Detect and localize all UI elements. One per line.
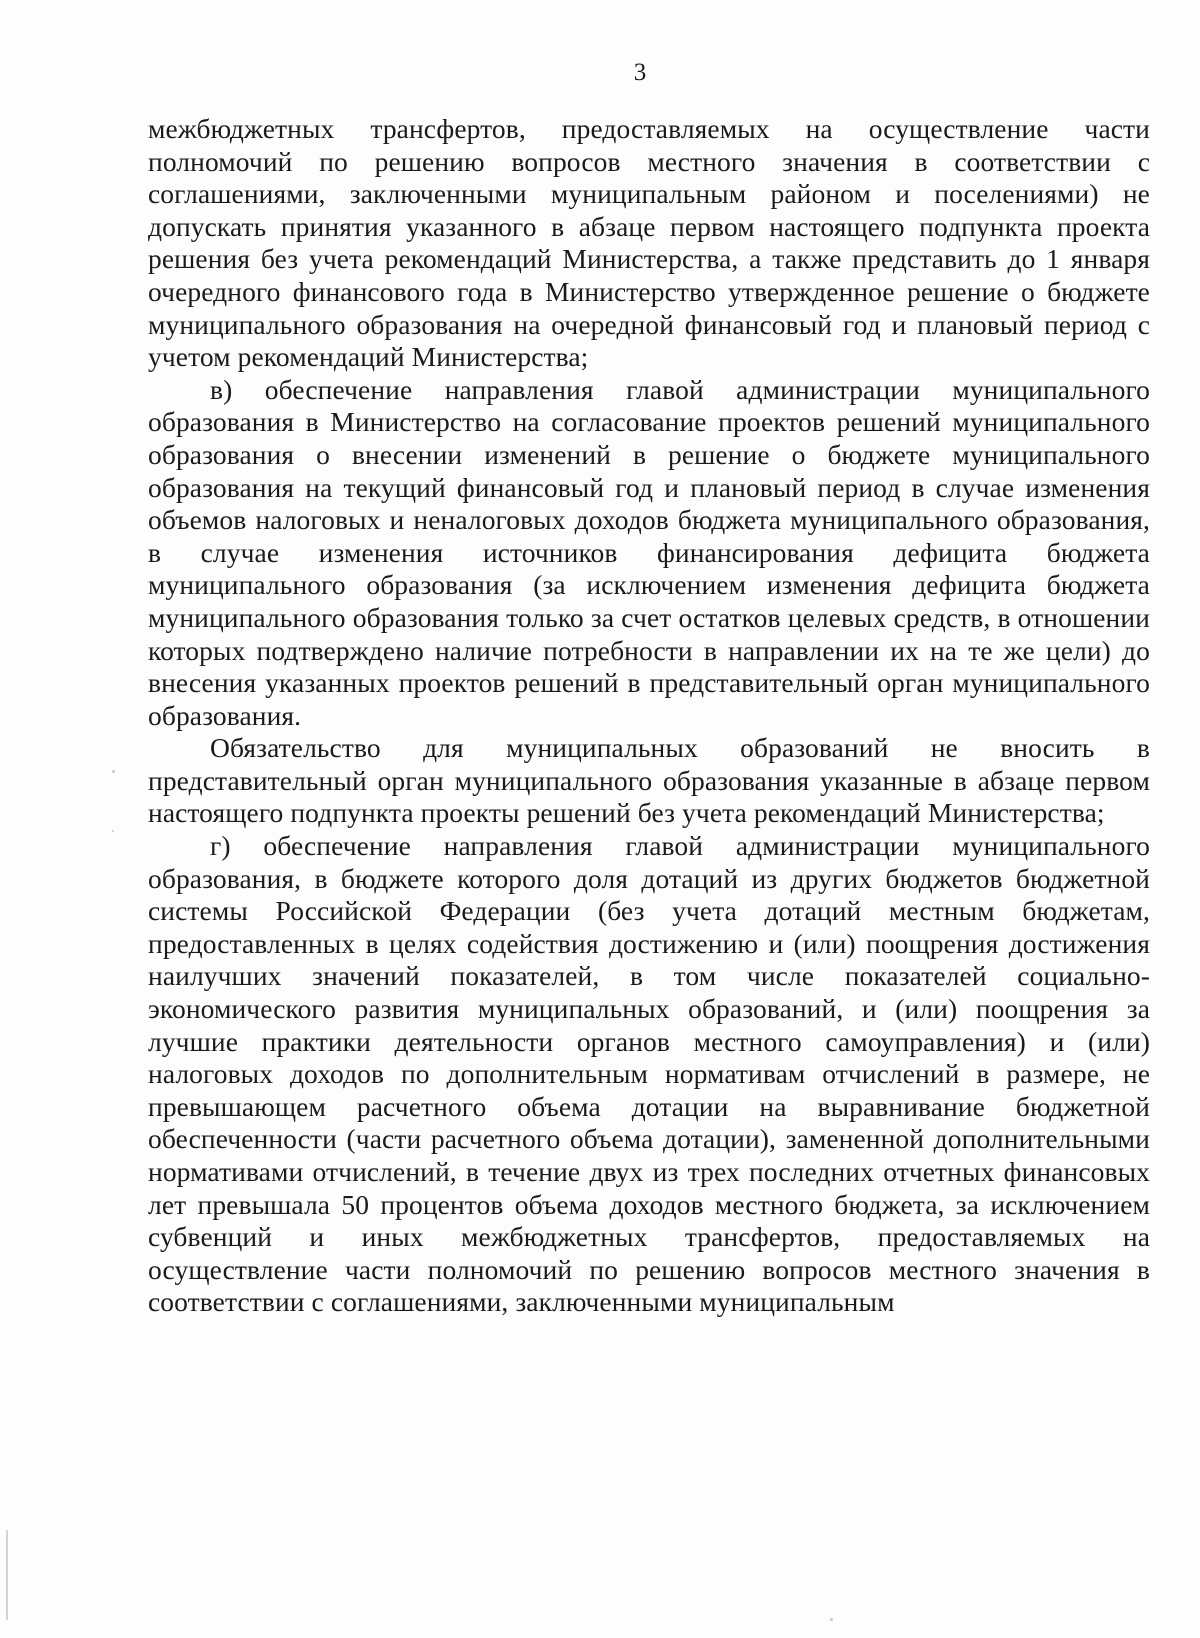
- paragraph-obligation: Обязательство для муниципальных образований не вносить в представительный орган муниципального образования указанные в абзаце первом настоящего подпункта проекты решений без учета рекомендаций Министерства;: [148, 732, 1150, 829]
- scan-speck: [830, 1618, 833, 1621]
- paragraph-item-v: в) обеспечение направления главой администрации муниципального образования в Министерство на согласование проектов решений муниципального образования о внесении изменений в решение о бюджете муниципального образования на текущий финансовый год и плановый период в случае изменения объемов налоговых и неналоговых доходов бюджета муниципального образования, в случае изменения источников финансирования дефицита бюджета муниципального образования (за исключением изменения дефицита бюджета муниципального образования только за счет остатков целевых средств, в отношении которых подтверждено наличие потребности в направлении их на те же цели) до внесения указанных проектов решений в представительный орган муниципального образования.: [148, 373, 1150, 731]
- page-number: 3: [633, 59, 647, 86]
- scan-speck: [112, 830, 114, 832]
- paragraph-continuation: межбюджетных трансфертов, предоставляемых на осуществление части полномочий по решению вопросов местного значения в соответствии с соглашениями, заключенными муниципальным районом и поселениями) не допускать принятия указанного в абзаце первом настоящего подпункта проекта решения без учета рекомендаций Министерства, а также представить до 1 января очередного финансового года в Министерство утвержденное решение о бюджете муниципального образования на очередной финансовый год и плановый период с учетом рекомендаций Министерства;: [148, 113, 1150, 373]
- paragraph-item-g: г) обеспечение направления главой администрации муниципального образования, в бюджете которого доля дотаций из других бюджетов бюджетной системы Российской Федерации (без учета дотаций местным бюджетам, предоставленных в целях содействия достижению и (или) поощрения достижения наилучших значений показателей, в том числе показателей социально-экономического развития муниципальных образований, и (или) поощрения за лучшие практики деятельности органов местного самоуправления) и (или) налоговых доходов по дополнительным нормативам отчислений в размере, не превышающем расчетного объема дотации на выравнивание бюджетной обеспеченности (части расчетного объема дотации), замененной дополнительными нормативами отчислений, в течение двух из трех последних отчетных финансовых лет превышала 50 процентов объема доходов местного бюджета, за исключением субвенций и иных межбюджетных трансфертов, предоставляемых на осуществление части полномочий по решению вопросов местного значения в соответствии с соглашениями, заключенными муниципальным: [148, 830, 1150, 1318]
- scan-edge-line: [6, 1530, 8, 1620]
- scan-speck: [112, 770, 115, 773]
- document-body: [148, 113, 1150, 1319]
